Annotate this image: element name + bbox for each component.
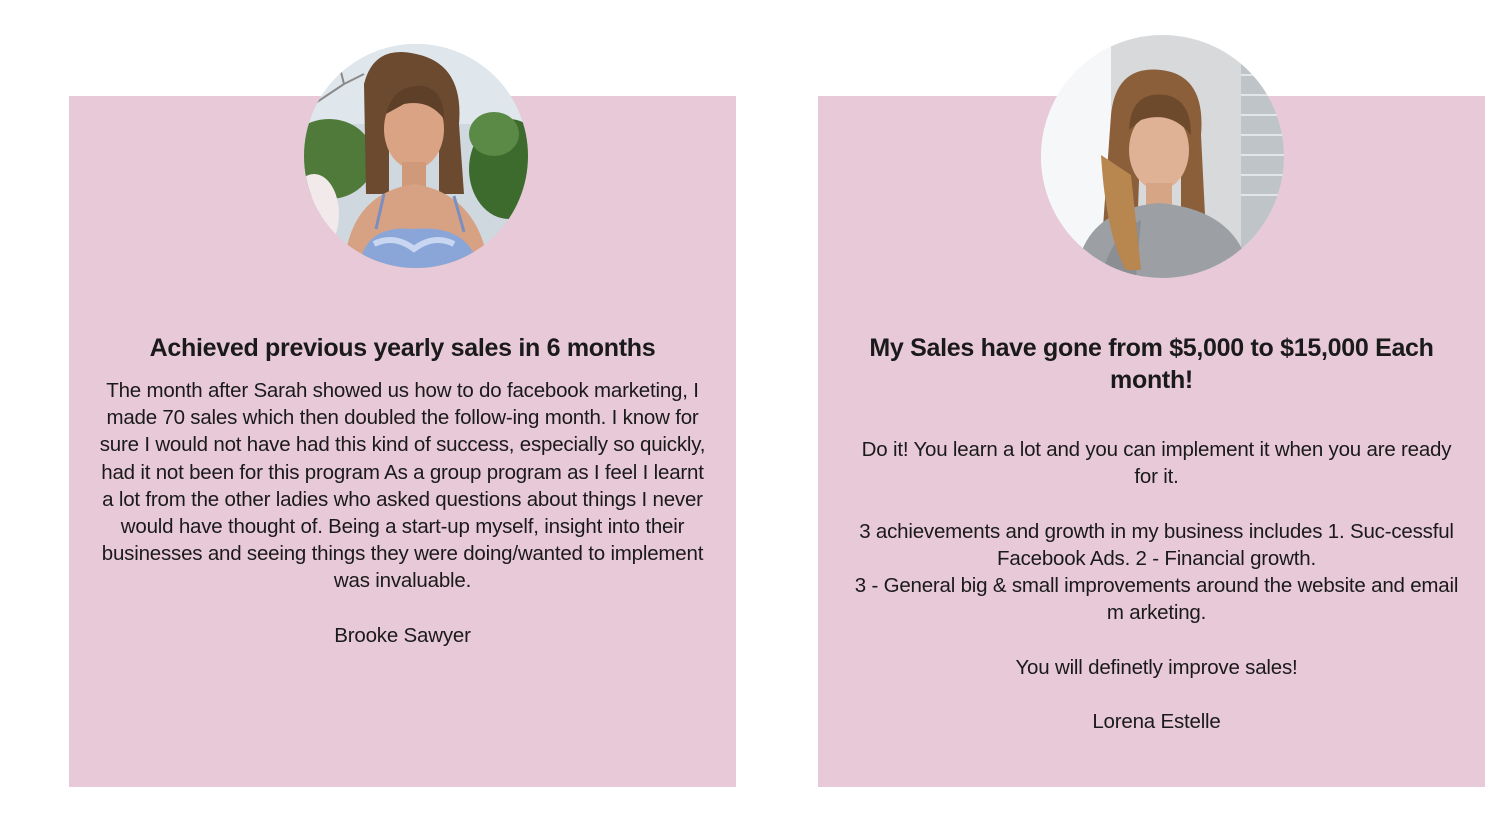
avatar-lorena-photo <box>1041 35 1284 278</box>
testimonial-achievements: 3 achievements and growth in my business includes 1. Suc-cessful Facebook Ads. 2 - Financial growth. <box>859 519 1454 570</box>
testimonial-quote: The month after Sarah showed us how to do facebook marketing, I made 70 sales which then doubled the follow-ing month. I know for sure I would not have had this kind of success, especially so quickly, had it not been for this program As a group program as I feel I learnt a lot from the other ladies who asked questions about things I never would have thought of. Being a start-up myself, insight into their businesses and seeing things they were doing/wanted to implement was invaluable. <box>99 379 706 593</box>
testimonial-quote: Do it! You learn a lot and you can implement it when you are ready for it. <box>861 438 1452 489</box>
testimonial-author: Brooke Sawyer <box>334 623 471 647</box>
testimonial-body <box>848 436 1465 735</box>
testimonial-closing: You will definetly improve sales! <box>1015 655 1298 679</box>
testimonial-achievements-continued: 3 - General big & small improvements around the website and email m arketing. <box>854 574 1459 625</box>
woman-portrait-indoor-icon <box>1041 35 1284 278</box>
woman-portrait-outdoor-icon <box>304 44 528 268</box>
avatar-brooke-photo <box>304 44 528 268</box>
testimonial-headline: Achieved previous yearly sales in 6 months <box>149 334 656 362</box>
testimonial-body <box>99 377 706 649</box>
testimonial-author: Lorena Estelle <box>1092 709 1221 733</box>
testimonial-headline: My Sales have gone from $5,000 to $15,000 Each month! <box>869 334 1434 394</box>
